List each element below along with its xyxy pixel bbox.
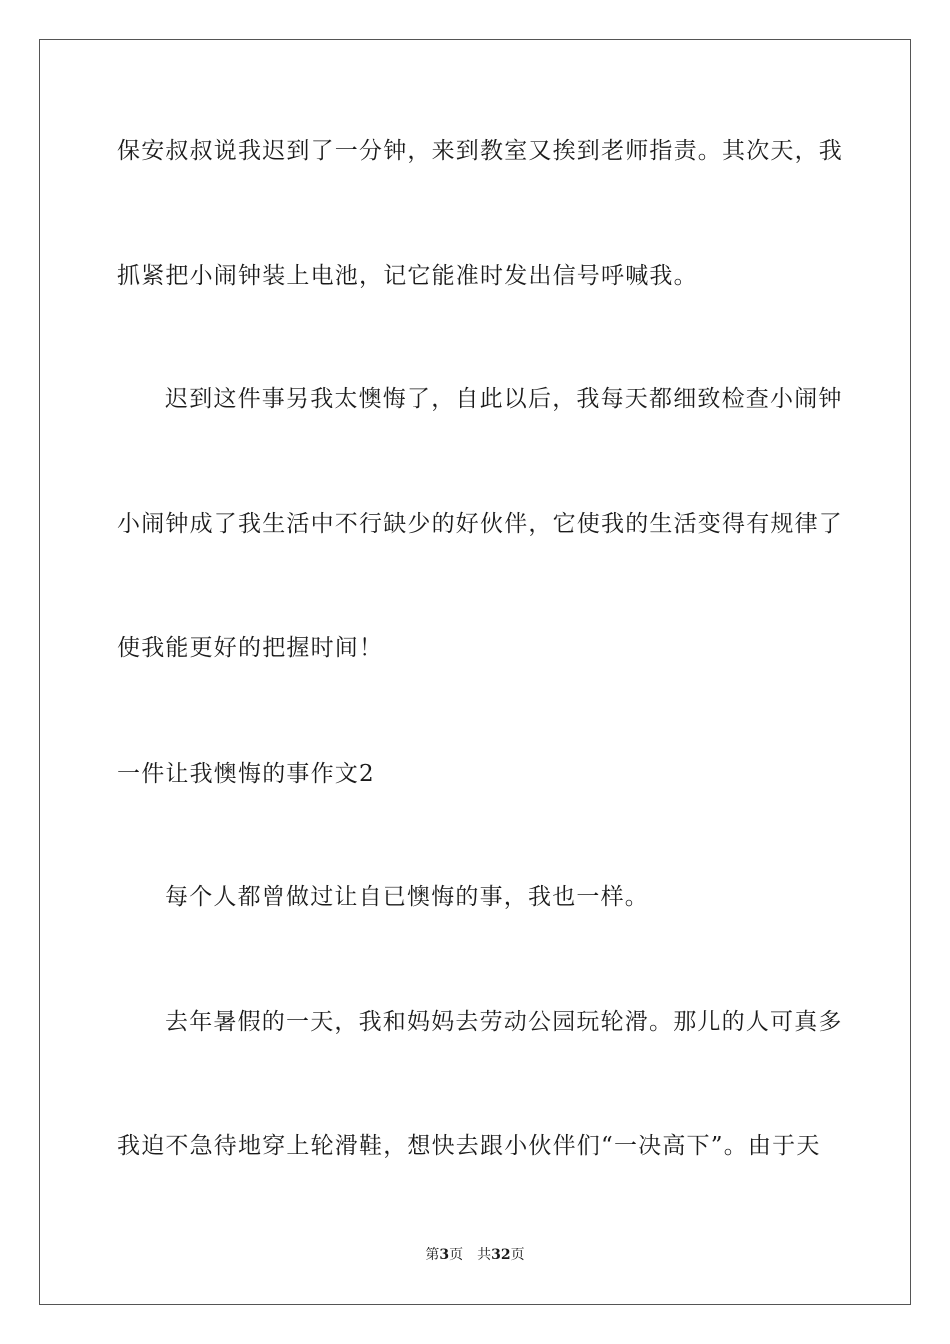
section-heading: 一件让我懊悔的事作文2 [117, 761, 375, 787]
page-prefix: 第 [425, 1247, 440, 1263]
page-suffix: 页 [449, 1247, 464, 1263]
page-footer [0, 1246, 950, 1264]
total-suffix: 页 [510, 1247, 525, 1263]
total-pages: 32 [491, 1247, 511, 1263]
text-line-3: 迟到这件事另我太懊悔了，自此以后，我每天都细致检查小闹钟 [165, 386, 843, 412]
page-number: 3 [439, 1247, 450, 1263]
text-line-5: 使我能更好的把握时间！ [117, 635, 384, 661]
page-border [39, 39, 911, 1305]
text-line-8: 我迫不急待地穿上轮滑鞋，想快去跟小伙伴们“一决高下”。由于天 [117, 1133, 821, 1159]
text-line-4: 小闹钟成了我生活中不行缺少的好伙伴，它使我的生活变得有规律了 [117, 511, 843, 537]
text-line-2: 抓紧把小闹钟装上电池，记它能准时发出信号呼喊我。 [117, 263, 698, 289]
text-line-6: 每个人都曾做过让自已懊悔的事，我也一样。 [165, 884, 649, 910]
text-line-1: 保安叔叔说我迟到了一分钟，来到教室又挨到老师指责。其次天，我 [117, 138, 843, 164]
text-line-7: 去年暑假的一天，我和妈妈去劳动公园玩轮滑。那儿的人可真多 [165, 1009, 843, 1035]
total-prefix: 共 [477, 1247, 492, 1263]
